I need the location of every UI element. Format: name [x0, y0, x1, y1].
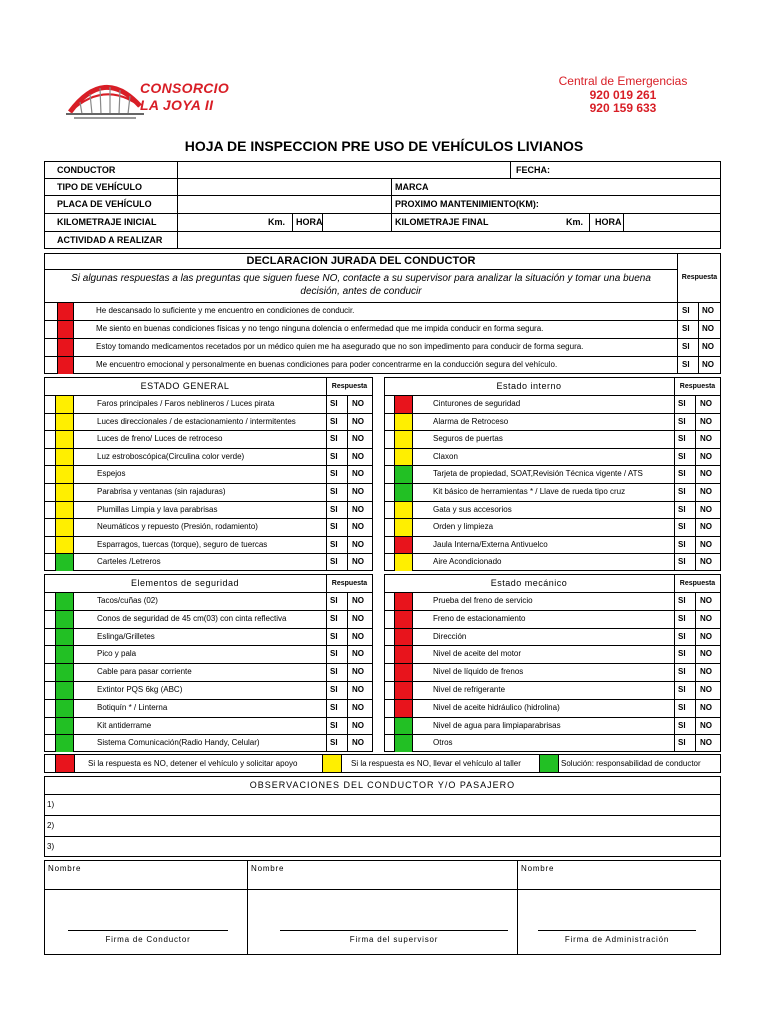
observation-1-label: 1) [47, 800, 55, 809]
checklist-item: Carteles /Letreros [97, 557, 161, 567]
observation-3-label: 3) [47, 842, 55, 851]
si-option[interactable]: SI [330, 720, 338, 730]
checklist-item: Luces direccionales / de estacionamiento / intermitentes [97, 416, 296, 426]
no-option[interactable]: NO [700, 487, 712, 496]
checklist-item: Eslinga/Grilletes [97, 631, 155, 641]
declaration-respuesta: Respuesta [681, 274, 718, 281]
signature-line-3 [538, 930, 696, 931]
checklist-item: Cable para pasar corriente [97, 667, 192, 677]
no-option[interactable]: NO [352, 596, 364, 605]
status-color-green [55, 718, 74, 735]
respuesta-header: Respuesta [331, 580, 368, 587]
si-option[interactable]: SI [330, 685, 338, 694]
si-option[interactable]: SI [678, 667, 686, 677]
status-color-yellow [55, 431, 74, 448]
si-option[interactable]: SI [330, 469, 338, 479]
status-color-green [55, 646, 74, 663]
conductor-label: CONDUCTOR [57, 165, 116, 175]
no-option[interactable]: NO [700, 451, 712, 461]
emergency-phone2: 920 159 633 [589, 101, 657, 115]
status-color-green [55, 629, 74, 646]
status-color-green [394, 466, 413, 483]
status-color-yellow [55, 414, 74, 431]
emergency-phone1: 920 019 261 [589, 88, 657, 102]
si-option[interactable]: SI [678, 487, 686, 496]
si-option[interactable]: SI [678, 434, 686, 444]
no-option[interactable]: NO [352, 539, 364, 549]
si-option[interactable]: SI [330, 631, 338, 641]
no-option[interactable]: NO [700, 596, 712, 605]
checklist-item: Espejos [97, 469, 126, 479]
km-unit-1: Km. [268, 217, 286, 227]
status-color-yellow [394, 554, 413, 571]
si-option[interactable]: SI [682, 306, 690, 315]
status-color-green [394, 718, 413, 735]
status-color-yellow [55, 466, 74, 483]
declaration-item: He descansado lo suficiente y me encuentro en condiciones de conducir. [96, 306, 355, 315]
status-color-red [394, 611, 413, 628]
si-option[interactable]: SI [330, 416, 338, 426]
page-title: HOJA DE INSPECCION PRE USO DE VEHÍCULOS LIVIANOS [184, 138, 584, 154]
si-option[interactable]: SI [330, 504, 338, 514]
checklist-item: Plumillas Limpia y lava parabrisas [97, 504, 218, 514]
checklist-item: Pico y pala [97, 649, 137, 659]
no-option[interactable]: NO [700, 685, 712, 694]
status-color-yellow [55, 537, 74, 554]
si-option[interactable]: SI [678, 504, 686, 514]
logo-line2: LA JOYA II [140, 97, 214, 113]
no-option[interactable]: NO [700, 738, 712, 748]
no-option[interactable]: NO [702, 360, 714, 369]
no-option[interactable]: NO [352, 702, 364, 712]
checklist-item: Cinturones de seguridad [433, 399, 521, 408]
firma-administracion-label: Firma de Administración [564, 935, 670, 944]
no-option[interactable]: NO [352, 434, 364, 444]
si-option[interactable]: SI [330, 487, 338, 496]
checklist-item: Parabrisa y ventanas (sin rajaduras) [97, 487, 226, 496]
status-color-red [394, 682, 413, 699]
status-color-red [57, 321, 74, 338]
firma-conductor-label: Firma de Conductor [105, 935, 191, 944]
checklist-item: Orden y limpieza [433, 522, 494, 532]
km-inicial-label: KILOMETRAJE INICIAL [57, 217, 157, 227]
legend-text: Si la respuesta es NO, detener el vehículo y solicitar apoyo [88, 759, 298, 768]
section-title: Estado interno [496, 381, 562, 391]
checklist-item: Prueba del freno de servicio [433, 596, 533, 605]
checklist-item: Tacos/cuñas (02) [97, 596, 158, 605]
status-color-red [394, 700, 413, 717]
legend-text: Si la respuesta es NO, llevar el vehículo al taller [351, 759, 521, 768]
legend-swatch-yellow [322, 755, 342, 772]
si-option[interactable]: SI [678, 416, 686, 426]
si-option[interactable]: SI [330, 667, 338, 677]
status-color-yellow [394, 414, 413, 431]
no-option[interactable]: NO [352, 487, 364, 496]
no-option[interactable]: NO [702, 306, 714, 315]
checklist-item: Sistema Comunicación(Radio Handy, Celular) [97, 738, 260, 748]
si-option[interactable]: SI [678, 469, 686, 479]
no-option[interactable]: NO [700, 557, 712, 567]
checklist-item: Nivel de aceite del motor [433, 649, 522, 659]
checklist-item: Neumáticos y repuesto (Presión, rodamiento) [97, 522, 258, 532]
checklist-item: Luz estroboscópica(Circulina color verde) [97, 451, 245, 461]
status-color-green [394, 484, 413, 501]
si-option[interactable]: SI [330, 596, 338, 605]
no-option[interactable]: NO [702, 342, 714, 351]
status-color-red [394, 593, 413, 610]
si-option[interactable]: SI [678, 702, 686, 712]
status-color-green [55, 593, 74, 610]
si-option[interactable]: SI [330, 434, 338, 444]
nombre-label-2: Nombre [251, 864, 285, 873]
respuesta-header: Respuesta [331, 383, 368, 390]
si-option[interactable]: SI [678, 720, 686, 730]
actividad-label: ACTIVIDAD A REALIZAR [57, 235, 163, 245]
km-unit-2: Km. [566, 217, 584, 227]
no-option[interactable]: NO [352, 631, 364, 641]
no-option[interactable]: NO [352, 649, 364, 659]
checklist-item: Kit antiderrame [97, 720, 152, 730]
no-option[interactable]: NO [352, 416, 364, 426]
nombre-label-1: Nombre [48, 864, 82, 873]
status-color-yellow [394, 502, 413, 519]
checklist-item: Alarma de Retroceso [433, 416, 509, 426]
status-color-yellow [55, 484, 74, 501]
tipo-vehiculo-label: TIPO DE VEHÍCULO [57, 182, 143, 192]
no-option[interactable]: NO [700, 504, 712, 514]
bridge-logo-icon [66, 72, 144, 120]
si-option[interactable]: SI [330, 399, 338, 408]
checklist-item: Aire Acondicionado [433, 557, 502, 567]
checklist-item: Extintor PQS 6kg (ABC) [97, 685, 183, 694]
no-option[interactable]: NO [352, 667, 364, 677]
status-color-yellow [55, 396, 74, 413]
no-option[interactable]: NO [700, 416, 712, 426]
checklist-item: Conos de seguridad de 45 cm(03) con cinta reflectiva [97, 613, 287, 623]
si-option[interactable]: SI [330, 738, 338, 748]
no-option[interactable]: NO [352, 613, 364, 623]
checklist-item: Nivel de agua para limpiaparabrisas [433, 720, 561, 730]
declaration-item: Me siento en buenas condiciones físicas y no tengo ninguna dolencia o enfermedad que me impida conducir en forma segura. [96, 324, 544, 333]
status-color-yellow [55, 449, 74, 466]
si-option[interactable]: SI [678, 649, 686, 659]
si-option[interactable]: SI [678, 557, 686, 567]
company-logo [66, 72, 236, 122]
si-option[interactable]: SI [678, 522, 686, 532]
si-option[interactable]: SI [330, 522, 338, 532]
checklist-item: Freno de estacionamiento [433, 613, 526, 623]
observation-2-label: 2) [47, 821, 55, 830]
hora-label-1: HORA [296, 217, 323, 227]
no-option[interactable]: NO [352, 720, 364, 730]
no-option[interactable]: NO [700, 720, 712, 730]
si-option[interactable]: SI [678, 738, 686, 748]
si-option[interactable]: SI [678, 596, 686, 605]
checklist-item: Tarjeta de propiedad, SOAT,Revisión Técnica vigente / ATS [433, 469, 643, 479]
no-option[interactable]: NO [700, 522, 712, 532]
status-color-green [55, 682, 74, 699]
status-color-yellow [394, 519, 413, 536]
status-color-red [394, 537, 413, 554]
km-final-label: KILOMETRAJE FINAL [395, 217, 489, 227]
section-title: Estado mecánico [490, 578, 568, 588]
logo-line1: CONSORCIO [140, 80, 230, 96]
si-option[interactable]: SI [678, 399, 686, 408]
no-option[interactable]: NO [700, 631, 712, 641]
status-color-red [394, 646, 413, 663]
declaration-title: DECLARACION JURADA DEL CONDUCTOR [246, 255, 476, 267]
si-option[interactable]: SI [682, 360, 690, 369]
no-option[interactable]: NO [352, 504, 364, 514]
status-color-red [57, 303, 74, 320]
no-option[interactable]: NO [352, 522, 364, 532]
checklist-item: Nivel de aceite hidráulico (hidrolina) [433, 702, 560, 712]
emergency-title: Central de Emergencias [558, 74, 688, 88]
si-option[interactable]: SI [330, 451, 338, 461]
si-option[interactable]: SI [678, 685, 686, 694]
checklist-item: Esparragos, tuercas (torque), seguro de tuercas [97, 539, 268, 549]
no-option[interactable]: NO [352, 557, 364, 567]
proximo-mantenimiento-label: PROXIMO MANTENIMIENTO(KM): [395, 199, 539, 209]
respuesta-header: Respuesta [679, 383, 716, 390]
signature-line-2 [280, 930, 508, 931]
no-option[interactable]: NO [700, 399, 712, 408]
no-option[interactable]: NO [702, 324, 714, 333]
no-option[interactable]: NO [352, 469, 364, 479]
checklist-item: Nivel de refrigerante [433, 685, 506, 694]
status-color-green [394, 735, 413, 752]
checklist-item: Kit básico de herramientas * / Llave de rueda tipo cruz [433, 487, 626, 496]
declaration-item: Estoy tomando medicamentos recetados por un médico quien me ha asegurado que no son impedimento para conducir de forma segura. [96, 342, 584, 351]
firma-supervisor-label: Firma del supervisor [349, 935, 439, 944]
status-color-green [55, 554, 74, 571]
si-option[interactable]: SI [682, 324, 690, 333]
hora-label-2: HORA [595, 217, 622, 227]
no-option[interactable]: NO [352, 451, 364, 461]
legend-swatch-green [539, 755, 559, 772]
section-title: Elementos de seguridad [130, 578, 240, 588]
si-option[interactable]: SI [678, 539, 686, 549]
status-color-red [57, 339, 74, 356]
status-color-red [394, 396, 413, 413]
si-option[interactable]: SI [678, 613, 686, 623]
status-color-yellow [394, 431, 413, 448]
status-color-red [394, 629, 413, 646]
no-option[interactable]: NO [700, 539, 712, 549]
checklist-item: Jaula Interna/Externa Antivuelco [433, 539, 548, 549]
no-option[interactable]: NO [700, 434, 712, 444]
checklist-item: Claxon [433, 451, 458, 461]
status-color-yellow [55, 519, 74, 536]
status-color-yellow [394, 449, 413, 466]
status-color-green [55, 664, 74, 681]
si-option[interactable]: SI [330, 649, 338, 659]
si-option[interactable]: SI [330, 557, 338, 567]
checklist-item: Botiquín * / Linterna [97, 702, 168, 712]
checklist-item: Nivel de líquido de frenos [433, 667, 524, 677]
no-option[interactable]: NO [352, 399, 364, 408]
nombre-label-3: Nombre [521, 864, 555, 873]
declaration-item: Me encuentro emocional y personalmente en buenas condiciones para poder concentrarme en la conducción segura del vehículo. [96, 360, 558, 369]
no-option[interactable]: NO [700, 469, 712, 479]
respuesta-header: Respuesta [679, 580, 716, 587]
declaration-note: Si algunas respuestas a las preguntas que siguen fuese NO, contacte a su supervisor para analizar la situación y tomar una buena decisión, antes de conducir [71, 273, 651, 297]
si-option[interactable]: SI [330, 702, 338, 712]
legend-swatch-red [55, 755, 75, 772]
no-option[interactable]: NO [352, 685, 364, 694]
si-option[interactable]: SI [330, 613, 338, 623]
checklist-item: Seguros de puertas [433, 434, 503, 444]
no-option[interactable]: NO [700, 613, 712, 623]
observations-title: OBSERVACIONES DEL CONDUCTOR Y/O PASAJERO [249, 780, 516, 790]
si-option[interactable]: SI [330, 539, 338, 549]
checklist-item: Gata y sus accesorios [433, 504, 512, 514]
status-color-yellow [55, 502, 74, 519]
status-color-green [55, 700, 74, 717]
legend-text: Solución: responsabilidad de conductor [561, 759, 701, 768]
marca-label: MARCA [395, 182, 429, 192]
status-color-green [55, 611, 74, 628]
section-title: ESTADO GENERAL [140, 381, 230, 391]
status-color-green [55, 735, 74, 752]
checklist-item: Dirección [433, 631, 467, 641]
signature-line-1 [68, 930, 228, 931]
no-option[interactable]: NO [352, 738, 364, 748]
fecha-label: FECHA: [516, 165, 550, 175]
no-option[interactable]: NO [700, 667, 712, 677]
si-option[interactable]: SI [678, 451, 686, 461]
checklist-item: Luces de freno/ Luces de retroceso [97, 434, 223, 444]
no-option[interactable]: NO [700, 702, 712, 712]
no-option[interactable]: NO [700, 649, 712, 659]
si-option[interactable]: SI [682, 342, 690, 351]
checklist-item: Otros [433, 738, 453, 748]
placa-label: PLACA DE VEHÍCULO [57, 199, 152, 209]
status-color-red [394, 664, 413, 681]
si-option[interactable]: SI [678, 631, 686, 641]
checklist-item: Faros principales / Faros neblineros / Luces pirata [97, 399, 275, 408]
status-color-red [57, 357, 74, 374]
